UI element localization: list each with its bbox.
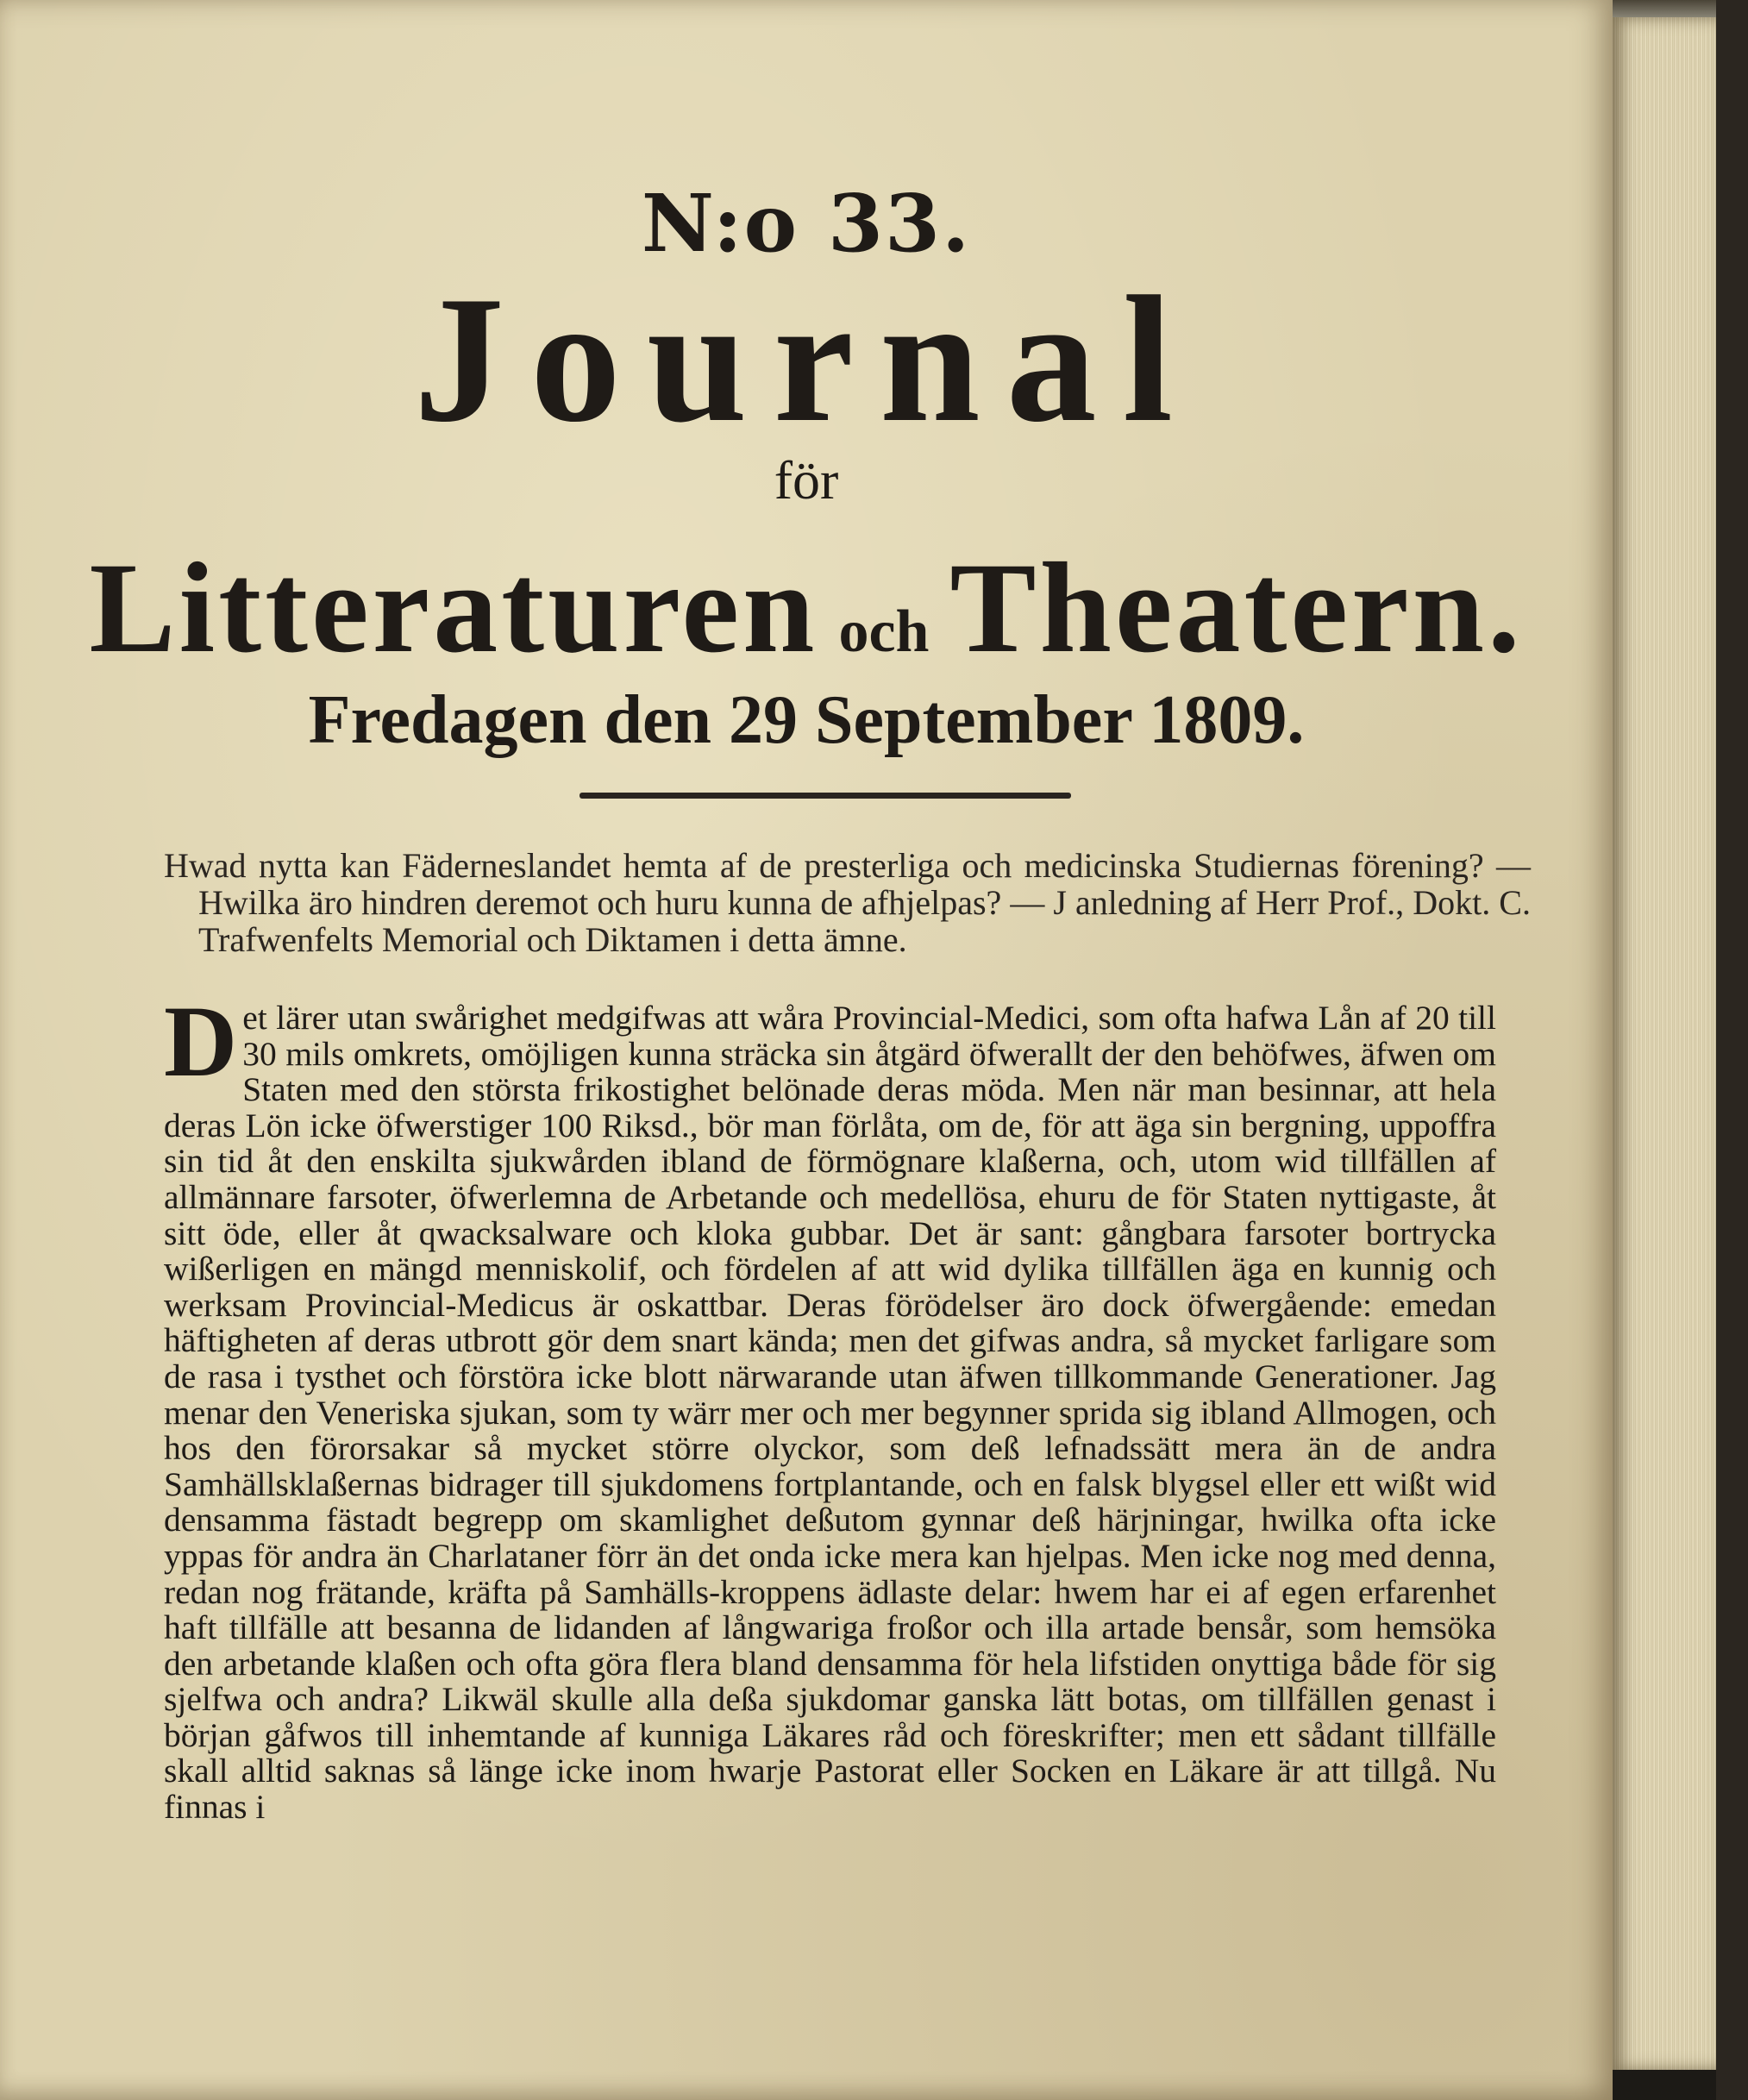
masthead-word-och: och: [838, 599, 930, 665]
issue-date: Fredagen den 29 September 1809.: [308, 682, 1305, 758]
masthead-for: för: [774, 449, 839, 511]
article-abstract: Hwad nytta kan Fäderneslandet hemta af de presterliga och medicinska Studiernas förening? — Hwilka äro hindren deremot och huru kunna de afhjelpas? — J anledning af Herr Prof., Dokt. C. Trafwenfelts Memorial och Diktamen i detta ämne.: [164, 846, 1531, 959]
book-fore-edge: [1613, 17, 1716, 2070]
masthead-word-litteraturen: Litteraturen: [89, 536, 818, 680]
masthead-title: Journal: [413, 260, 1200, 460]
drop-cap: D: [164, 985, 238, 1098]
article-body-text: et lärer utan swårighet medgifwas att wåra Provincial-Medici, som ofta hafwa Lån af 20 till 30 mils omkrets, omöjligen kunna sträcka sin åtgärd öfwerallt der den behöfwes, äfwen om Staten med den största frikostighet belönade deras möda. Men när man besinnar, att hela deras Lön icke öfwerstiger 100 Riksd., bör man förlåta, om de, för att äga sin bergning, uppoffra sin tid åt den enskilta sjukwården ibland de förmögnare klaßerna, och, utom wid tillfällen af allmännare farsoter, öfwerlemna de Arbetande och medellösa, ehuru de för Staten nyttigaste, åt sitt öde, eller åt qwacksalware och kloka gubbar. Det är sant: gångbara farsoter bortrycka wißerligen en mängd menniskolif, och fördelen af att wid dylika tillfällen äga en kunnig och werksam Provincial-Medicus är oskattbar. Deras förödelser äro dock öfwergående: emedan häftigheten af deras utbrott gör dem snart kända; men det gifwas andra, så mycket farligare som de rasa i tysthet och förstöra icke blott närwarande utan äfwen tillkommande Generationer. Jag menar den Veneriska sjukan, som ty wärr mer och mer begynner sprida sig ibland Allmogen, och hos den förorsakar så mycket större olyckor, som deß lefnadssätt mera än de andra Samhällsklaßernas bidrager till sjukdomens fortplantande, och en falsk blygsel eller ett wißt wid densamma fästadt begrepp om skamlighet deßutom gynnar deß härjningar, hwilka ofta icke yppas för andra än Charlataner förr än det onda icke mera kan hjelpas. Men icke nog med denna, redan nog frätande, kräfta på Samhälls-kroppens ädlaste delar: hwem har ei af egen erfarenhet haft tillfälle att besanna de lidanden af långwariga froßor och illa artade bensår, som hemsöka den arbetande klaßen och ofta göra flera bland densamma för hela lifstiden onyttiga både för sig sjelfwa och andra? Likwäl skulle alla deßa sjukdomar ganska lätt botas, om tillfällen genast i början gåfwos till inhemtande af kunniga Läkares råd och föreskrifter; men ett sådant tillfälle skall alltid saknas så länge icke inom hwarje Pastorat eller Socken en Läkare är att tillgå. Nu finnas i: [164, 999, 1496, 1827]
issue-number: N:o 33.: [641, 177, 972, 270]
article-body: [164, 985, 1496, 1827]
masthead-subtitle: [0, 526, 1613, 690]
book-cover-edge: [1716, 0, 1748, 2100]
masthead-word-theatern: Theatern.: [949, 536, 1524, 680]
horizontal-rule: [580, 793, 1071, 799]
